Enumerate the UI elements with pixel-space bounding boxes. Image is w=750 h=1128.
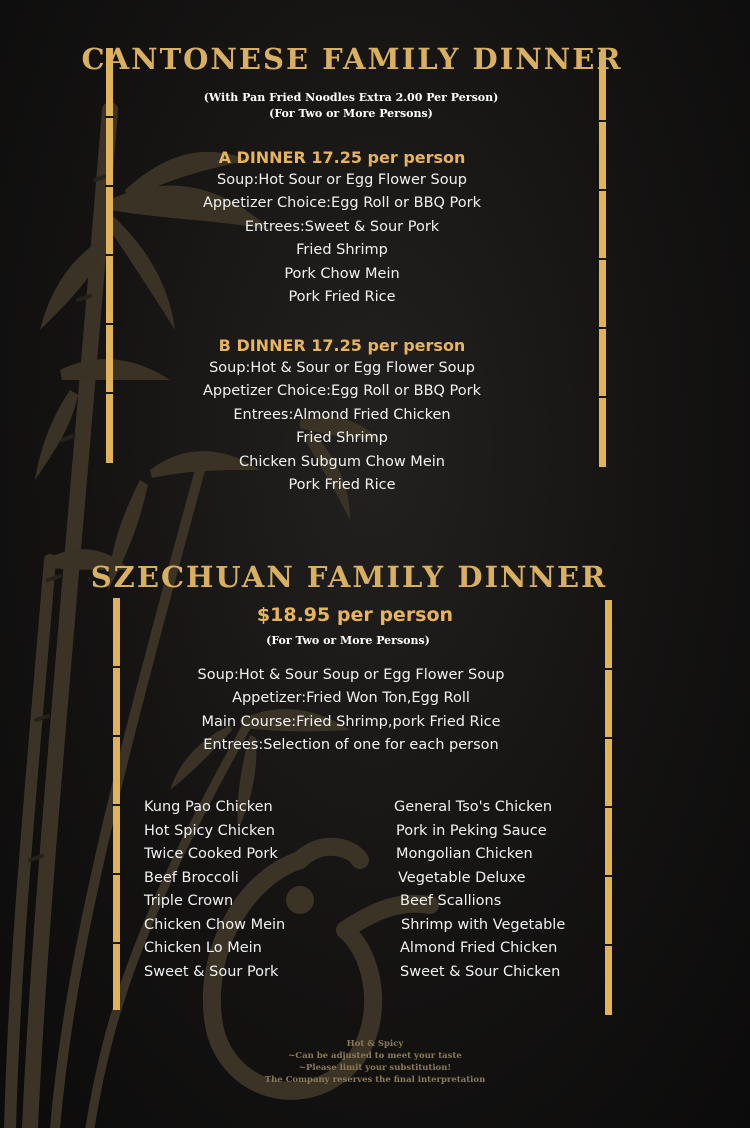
dinner-b-title: B DINNER 17.25 per person (218, 336, 466, 355)
list-item: Appetizer Choice:Egg Roll or BBQ Pork (202, 195, 481, 212)
footer-hot-spicy: Hot & Spicy (346, 1039, 404, 1049)
list-item: Almond Fried Chicken (400, 940, 558, 956)
footer-notes (0, 1038, 750, 1086)
footer-substitution-note: ~Please limit your substitution! (298, 1063, 452, 1073)
cantonese-note-persons: (For Two or More Persons) (269, 107, 433, 120)
list-item: Entrees:Selection of one for each person (203, 737, 499, 754)
list-item: Pork Chow Mein (284, 265, 400, 282)
list-item: Twice Cooked Pork (144, 846, 278, 862)
list-item: Hot Spicy Chicken (144, 822, 275, 839)
list-item: Appetizer Choice:Egg Roll or BBQ Pork (202, 383, 481, 400)
dinner-a-items (0, 169, 684, 309)
list-item: Entrees:Sweet & Sour Pork (244, 218, 440, 235)
list-item: Pork Fried Rice (288, 288, 396, 305)
list-item: Vegetable Deluxe (398, 869, 526, 886)
footer-disclaimer: The Company reserves the final interpretation (264, 1075, 486, 1085)
footer-adjust-note: ~Can be adjusted to meet your taste (288, 1051, 462, 1061)
list-item: Soup:Hot Sour or Egg Flower Soup (217, 172, 467, 188)
entrees-right-column (394, 796, 565, 984)
entrees-left-column (144, 796, 285, 984)
list-item: Chicken Chow Mein (144, 916, 286, 933)
list-item: Sweet & Sour Chicken (400, 963, 561, 980)
bamboo-border-left-bottom (112, 598, 121, 1010)
list-item: Soup:Hot & Sour or Egg Flower Soup (209, 360, 475, 376)
list-item: General Tso's Chicken (394, 799, 553, 815)
list-item: Kung Pao Chicken (144, 799, 273, 815)
list-item: Fried Shrimp (296, 430, 388, 447)
list-item: Entrees:Almond Fried Chicken (233, 406, 451, 423)
list-item: Mongolian Chicken (396, 846, 533, 862)
list-item: Triple Crown (144, 893, 234, 909)
list-item: Beef Broccoli (144, 869, 239, 886)
list-item: Soup:Hot & Sour Soup or Egg Flower Soup (197, 667, 505, 683)
list-item: Main Course:Fried Shrimp,pork Fried Rice (201, 713, 501, 730)
list-item: Appetizer:Fried Won Ton,Egg Roll (232, 690, 470, 707)
list-item: Beef Scallions (400, 893, 502, 909)
list-item: Fried Shrimp (296, 242, 388, 259)
bamboo-border-right-bottom (604, 600, 613, 1015)
szechuan-items (0, 664, 702, 758)
szechuan-price: $18.95 per person (256, 604, 454, 626)
szechuan-note-persons: (For Two or More Persons) (266, 634, 430, 647)
cantonese-title: CANTONESE FAMILY DINNER (81, 42, 623, 76)
list-item: Pork Fried Rice (288, 476, 396, 493)
szechuan-title: SZECHUAN FAMILY DINNER (90, 560, 608, 594)
list-item: Pork in Peking Sauce (396, 822, 547, 839)
list-item: Shrimp with Vegetable (401, 916, 566, 933)
dinner-b-items (0, 357, 684, 497)
dinner-a-title: A DINNER 17.25 per person (218, 148, 466, 167)
list-item: Sweet & Sour Pork (144, 963, 279, 980)
list-item: Chicken Lo Mein (144, 940, 262, 956)
cantonese-note-noodles: (With Pan Fried Noodles Extra 2.00 Per Person) (203, 91, 499, 104)
list-item: Chicken Subgum Chow Mein (239, 453, 445, 470)
